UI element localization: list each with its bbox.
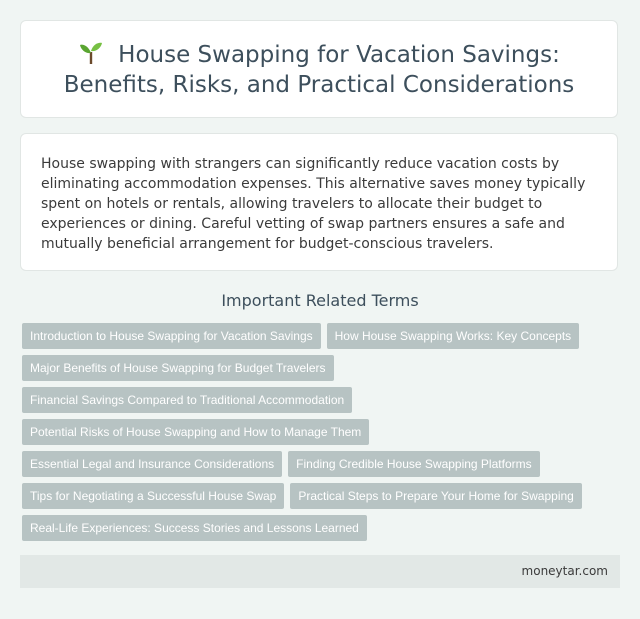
page-title-text: House Swapping for Vacation Savings: Benefits, Risks, and Practical Considerations (63, 41, 575, 98)
seedling-icon (78, 39, 104, 65)
related-term-tag[interactable]: Financial Savings Compared to Traditional Accommodation (22, 387, 352, 413)
summary-card (20, 133, 618, 271)
related-terms-heading: Important Related Terms (221, 291, 419, 310)
related-terms-list (22, 323, 622, 547)
related-term-tag[interactable]: Practical Steps to Prepare Your Home for Swapping (290, 483, 581, 509)
title-card (20, 20, 618, 118)
related-term-tag[interactable]: How House Swapping Works: Key Concepts (327, 323, 580, 349)
related-term-tag[interactable]: Tips for Negotiating a Successful House Swap (22, 483, 284, 509)
related-term-tag[interactable]: Real-Life Experiences: Success Stories and Lessons Learned (22, 515, 367, 541)
footer (20, 555, 620, 588)
related-term-tag[interactable]: Major Benefits of House Swapping for Budget Travelers (22, 355, 334, 381)
related-term-tag[interactable]: Essential Legal and Insurance Considerations (22, 451, 282, 477)
related-term-tag[interactable]: Potential Risks of House Swapping and How to Manage Them (22, 419, 369, 445)
summary-text: House swapping with strangers can significantly reduce vacation costs by eliminating accommodation expenses. This alternative saves money typically spent on hotels or rentals, allowing travelers to allocate their budget to experiences or dining. Careful vetting of swap partners ensures a safe and mutually beneficial arrangement for budget-conscious travelers. (41, 156, 586, 252)
footer-site-link[interactable]: moneytar.com (521, 564, 608, 578)
page-title (21, 39, 617, 100)
related-term-tag[interactable]: Introduction to House Swapping for Vacation Savings (22, 323, 321, 349)
related-term-tag[interactable]: Finding Credible House Swapping Platforms (288, 451, 539, 477)
